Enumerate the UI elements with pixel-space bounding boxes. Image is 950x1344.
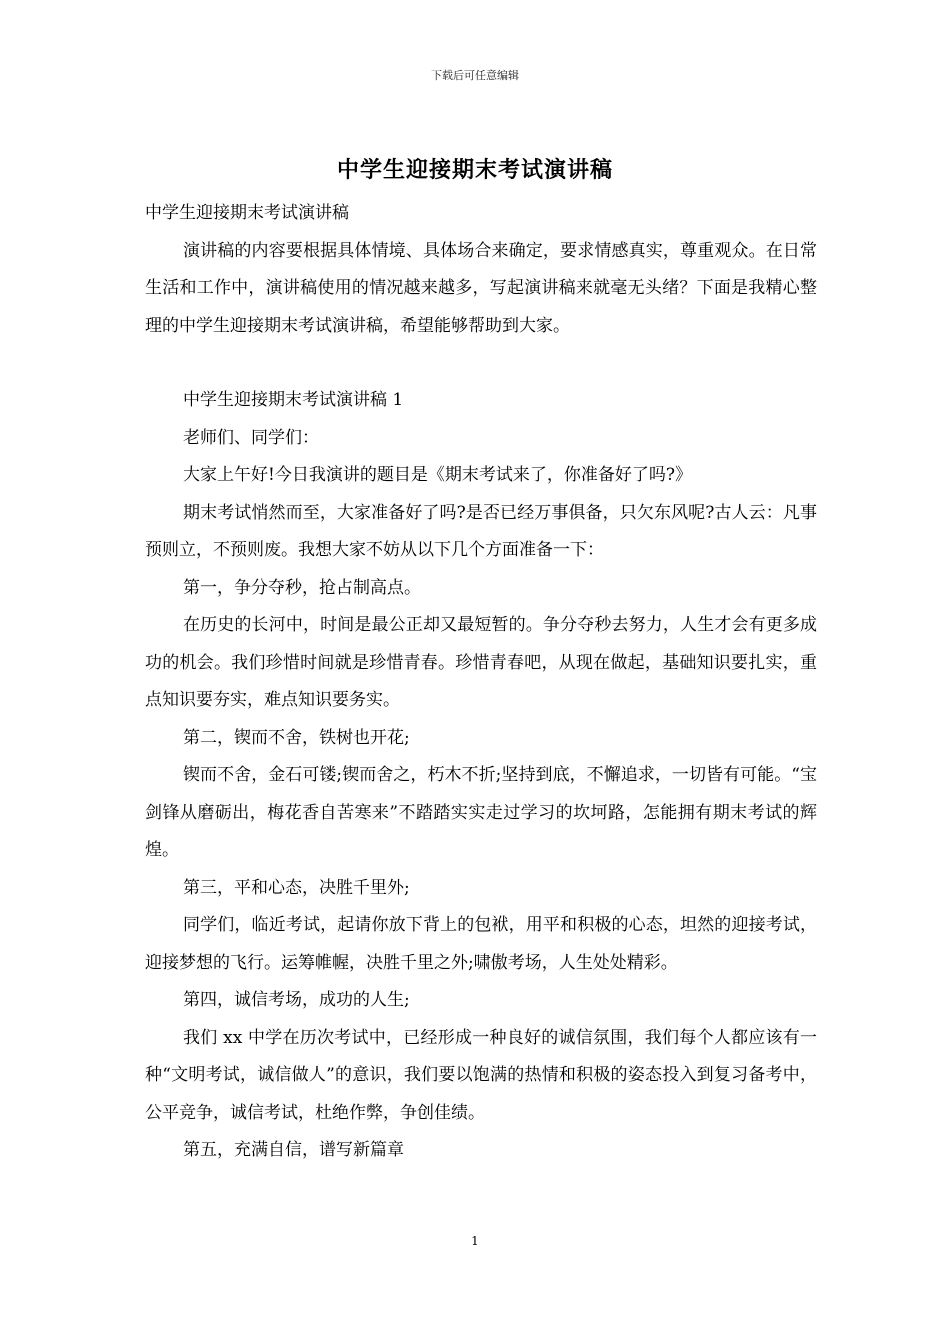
document-body [145,195,817,1170]
body-paragraph: 期末考试悄然而至，大家准备好了吗?是否已经万事俱备，只欠东风呢?古人云：凡事预则立，不预则废。我想大家不妨从以下几个方面准备一下： [145,502,817,560]
page-header: 下载后可任意编辑 [431,69,519,82]
body-paragraph: 我们 xx 中学在历次考试中，已经形成一种良好的诚信氛围，我们每个人都应该有一种“文明考试，诚信做人”的意识，我们要以饱满的热情和积极的姿态投入到复习备考中，公平竞争，诚信考试，杜绝作弊，争创佳绩。 [145,1027,817,1123]
body-paragraph: 同学们，临近考试，起请你放下背上的包袱，用平和积极的心态，坦然的迎接考试，迎接梦想的飞行。运筹帷幄，决胜千里之外;啸傲考场，人生处处精彩。 [145,915,817,973]
point-heading: 第一，争分夺秒，抢占制高点。 [183,577,421,598]
intro-paragraph: 演讲稿的内容要根据具体情境、具体场合来确定，要求情感真实，尊重观众。在日常生活和工作中，演讲稿使用的情况越来越多，写起演讲稿来就毫无头绪？下面是我精心整理的中学生迎接期末考试演讲稿，希望能够帮助到大家。 [145,240,817,336]
body-paragraph: 锲而不舍，金石可镂;锲而舍之，朽木不折;坚持到底，不懈追求，一切皆有可能。“宝剑锋从磨砺出，梅花香自苦寒来”不踏踏实实走过学习的坎坷路，怎能拥有期末考试的辉煌。 [145,765,817,860]
subtitle-line: 中学生迎接期末考试演讲稿 [145,203,349,223]
point-heading: 第五，充满自信，谱写新篇章 [183,1140,404,1160]
point-heading: 第四，诚信考场，成功的人生; [183,990,410,1010]
blank-line [145,345,817,382]
salutation: 老师们、同学们： [183,427,319,448]
section-heading: 中学生迎接期末考试演讲稿 1 [183,390,404,410]
document-title: 中学生迎接期末考试演讲稿 [336,157,613,183]
body-paragraph: 在历史的长河中，时间是最公正却又最短暂的。争分夺秒去努力，人生才会有更多成功的机会。我们珍惜时间就是珍惜青春。珍惜青春吧，从现在做起，基础知识要扎实，重点知识要夯实，难点知识要务实。 [145,615,817,710]
point-heading: 第三，平和心态，决胜千里外; [183,877,410,898]
page-number: 1 [471,1234,479,1248]
body-paragraph: 大家上午好!今日我演讲的题目是《期末考试来了，你准备好了吗?》 [183,465,692,485]
point-heading: 第二，锲而不舍，铁树也开花; [183,727,410,748]
